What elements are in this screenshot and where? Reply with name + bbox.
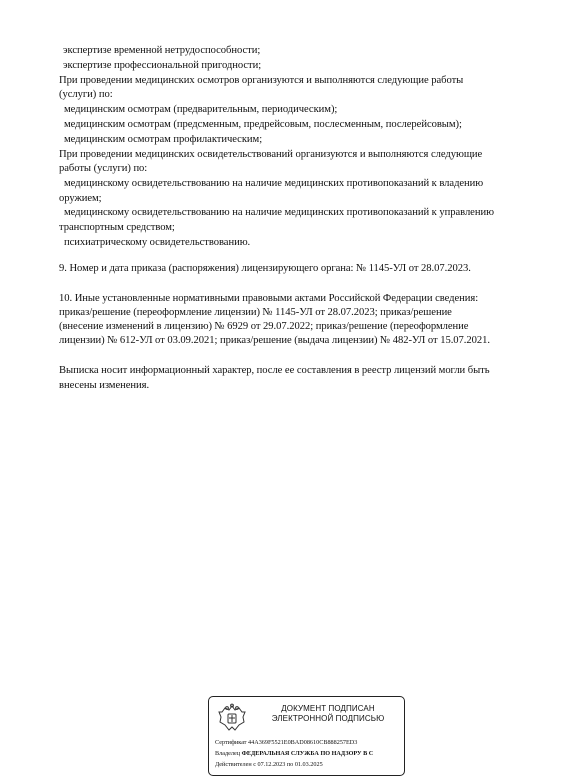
text-line: работы (услуги) по: [59,163,148,174]
stamp-title: ДОКУМЕНТ ПОДПИСАН [281,704,375,713]
owner-label: Владелец [215,750,241,757]
text-line: медицинским осмотрам (предварительным, периодическим); [64,104,338,115]
text-line: медицинскому освидетельствованию на наличие медицинских противопоказаний к управлению [64,207,494,218]
owner-value: ФЕДЕРАЛЬНАЯ СЛУЖБА ПО НАДЗОРУ В С [241,750,374,757]
text-line: При проведении медицинских осмотров организуются и выполняются следующие работы [59,75,464,86]
text-line: 9. Номер и дата приказа (распоряжения) лицензирующего органа: № 1145-УЛ от 28.07.2023. [59,263,471,274]
text-line: 10. Иные установленные нормативными правовыми актами Российской Федерации сведения: [59,293,479,304]
text-line: (внесение изменений в лицензию) № 6929 от 29.07.2022; приказ/решение (переоформление [59,321,469,332]
stamp-subtitle: ЭЛЕКТРОННОЙ ПОДПИСЬЮ [271,714,385,723]
text-line: экспертизе профессиональной пригодности; [63,60,262,71]
owner-row [215,750,373,758]
text-line: оружием; [59,193,102,204]
text-line: лицензии) № 612-УЛ от 03.09.2021; приказ/решение (выдача лицензии) № 482-УЛ от 15.07.2021. [59,335,490,346]
validity-row [215,761,323,769]
text-line: (услуги) по: [59,89,113,100]
text-line: При проведении медицинских освидетельствований организуются и выполняются следующие [59,149,483,160]
text-line: медицинским осмотрам профилактическим; [64,134,263,145]
text-line: медицинскому освидетельствованию на наличие медицинских противопоказаний к владению [64,178,484,189]
text-line: внесены изменения. [59,380,150,391]
certificate-value: 44A369F5521E0BAD08610CB888257ED3 [248,739,358,746]
text-line: экспертизе временной нетрудоспособности; [63,45,261,56]
certificate-row [215,739,357,747]
validity-label: Действителен [215,761,252,768]
certificate-label: Сертификат [215,739,247,746]
text-line: транспортным средством; [59,222,175,233]
electronic-signature-stamp [208,696,405,776]
text-line: Выписка носит информационный характер, после ее составления в реестр лицензий могли быть [59,365,490,376]
text-line: медицинским осмотрам (предсменным, предрейсовым, послесменным, послерейсовым); [64,119,462,130]
text-line: приказ/решение (переоформление лицензии) № 1145-УЛ от 28.07.2023; приказ/решение [59,307,452,318]
text-line: психиатрическому освидетельствованию. [64,237,251,248]
coat-of-arms-icon [216,703,248,733]
validity-value: с 07.12.2023 по 01.03.2025 [253,761,323,768]
